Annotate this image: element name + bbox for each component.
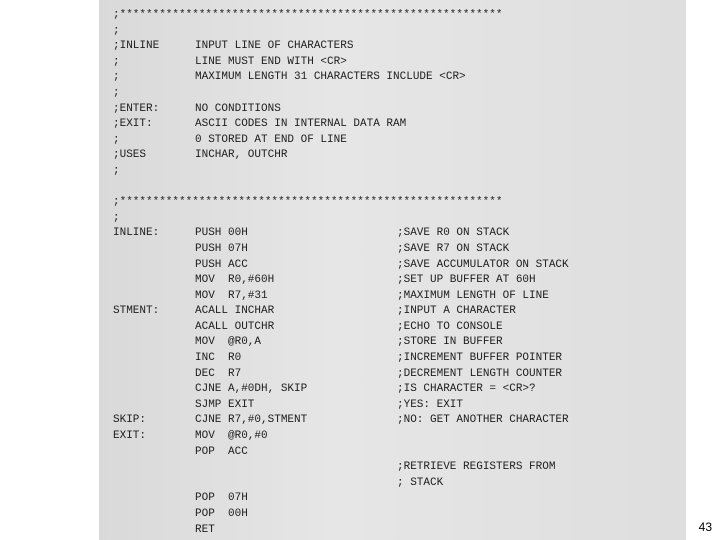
label-column: ;********************************************************** (113, 9, 503, 21)
label-column: STMENT: (113, 305, 160, 318)
comment-column: ;SET UP BUFFER AT 60H (397, 274, 536, 287)
instruction-column: PUSH 00H (195, 227, 248, 240)
instruction-column: INCHAR, OUTCHR (195, 149, 288, 162)
label-column: SKIP: (113, 414, 147, 427)
comment-column: ;IS CHARACTER = <CR>? (397, 383, 536, 396)
label-column: ;********************************************************** (113, 196, 503, 209)
label-column: ; (113, 164, 120, 177)
instruction-column: CJNE A,#0DH, SKIP (195, 383, 308, 396)
instruction-column: ACALL INCHAR (195, 305, 275, 318)
instruction-column: CJNE R7,#0,STMENT (195, 414, 308, 427)
instruction-column: PUSH ACC (195, 258, 248, 271)
comment-column: ;RETRIEVE REGISTERS FROM (397, 461, 556, 474)
instruction-column: SJMP EXIT (195, 398, 255, 411)
comment-column: ;INCREMENT BUFFER POINTER (397, 352, 563, 365)
instruction-column: ACALL OUTCHR (195, 320, 275, 333)
instruction-column: MOV R7,#31 (195, 289, 268, 302)
comment-column: ;STORE IN BUFFER (397, 336, 503, 349)
page-number: 43 (698, 520, 712, 534)
instruction-column: POP 00H (195, 508, 248, 520)
comment-column: ;SAVE R0 ON STACK (397, 227, 510, 240)
comment-column: ;NO: GET ANOTHER CHARACTER (397, 414, 569, 427)
label-column: ; (113, 86, 120, 99)
comment-column: ;MAXIMUM LENGTH OF LINE (397, 289, 549, 302)
label-column: ; (113, 133, 120, 146)
instruction-column: RET (195, 523, 215, 536)
instruction-column: 0 STORED AT END OF LINE (195, 133, 347, 146)
instruction-column: DEC R7 (195, 367, 242, 380)
label-column: EXIT: (113, 430, 147, 443)
label-column: ; (113, 55, 120, 68)
comment-column: ;ECHO TO CONSOLE (397, 320, 503, 333)
instruction-column: POP ACC (195, 445, 248, 458)
instruction-column: NO CONDITIONS (195, 102, 281, 115)
label-column: ;EXIT: (113, 118, 153, 131)
label-column: ;USES (113, 149, 147, 162)
comment-column: ;DECREMENT LENGTH COUNTER (397, 367, 563, 380)
comment-column: ;YES: EXIT (397, 398, 464, 411)
instruction-column: MOV R0,#60H (195, 274, 275, 287)
instruction-column: ASCII CODES IN INTERNAL DATA RAM (195, 118, 407, 131)
comment-column: ;SAVE R7 ON STACK (397, 242, 510, 255)
instruction-column: MOV @R0,#0 (195, 430, 268, 443)
instruction-column: PUSH 07H (195, 242, 248, 255)
label-column: ;INLINE (113, 40, 160, 53)
instruction-column: MOV @R0,A (195, 336, 262, 349)
label-column: ;ENTER: (113, 102, 160, 115)
scanned-page (99, 0, 686, 540)
instruction-column: MAXIMUM LENGTH 31 CHARACTERS INCLUDE <CR> (195, 71, 466, 84)
instruction-column: POP 07H (195, 492, 248, 505)
comment-column: ;INPUT A CHARACTER (397, 305, 516, 318)
label-column: ; (113, 71, 120, 84)
label-column: ; (113, 211, 120, 224)
instruction-column: INPUT LINE OF CHARACTERS (195, 40, 354, 53)
label-column: ; (113, 24, 120, 37)
label-column: INLINE: (113, 227, 160, 240)
instruction-column: LINE MUST END WITH <CR> (195, 55, 347, 68)
comment-column: ;SAVE ACCUMULATOR ON STACK (397, 258, 569, 271)
instruction-column: INC R0 (195, 352, 242, 365)
comment-column: ; STACK (397, 476, 444, 489)
